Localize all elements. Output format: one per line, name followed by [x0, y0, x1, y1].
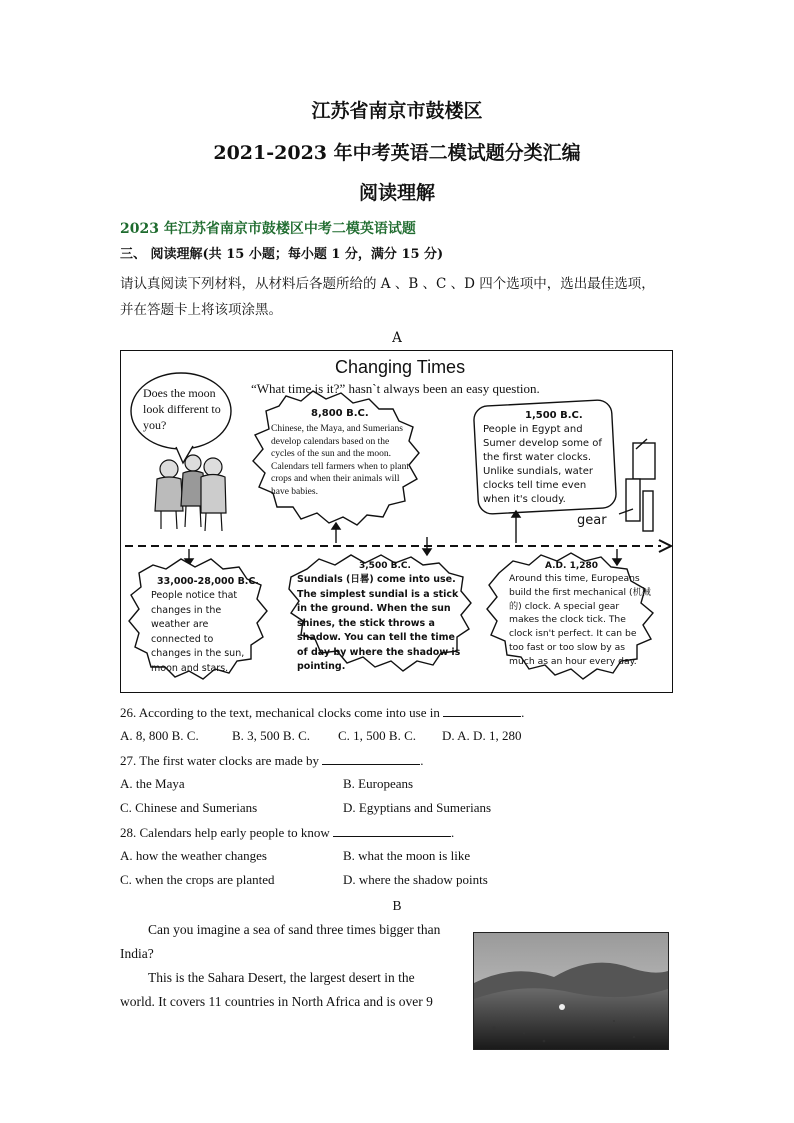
question-26-text: 26. According to the text, mechanical clocks come into use in — [120, 705, 440, 720]
question-27-option-b: B. Europeans — [343, 776, 414, 791]
passage-b-para2-line2: world. It covers 11 countries in North Africa and is over 9 — [120, 994, 433, 1009]
question-27-option-d: D. Egyptians and Sumerians — [343, 800, 492, 815]
question-26-option-b: B. 3, 500 B. C. — [232, 728, 311, 743]
question-28-text: 28. Calendars help early people to know — [120, 825, 330, 840]
bubble-1500-date: 1,500 B.C. — [525, 410, 583, 421]
desert-photo-icon — [474, 933, 668, 1049]
question-26-stem: 26. According to the text, mechanical clocks come into use in . — [120, 705, 525, 720]
changing-times-infographic — [120, 350, 673, 693]
question-27-option-a: A. the Maya — [120, 776, 185, 791]
bubble-1280-date: A.D. 1,280 — [545, 561, 599, 571]
bubble-8800-text: Chinese, the Maya, and Sumerians develop calendars based on the cycles of the sun and the moon. Calendars tell farmers when to plant crops and when their animals will have babies. — [271, 424, 409, 497]
instruction-line-2: 并在答题卡上将该项涂黑。 — [120, 302, 282, 318]
exam-title: 2023 年江苏省南京市鼓楼区中考二模英语试题 — [120, 221, 416, 237]
passage-a-label: A — [392, 330, 402, 346]
bubble-1500-text: People in Egypt and Sumer develop some of the first water clocks. Unlike sundials, water clocks tell time even when it's cloudy. — [483, 424, 602, 505]
answer-blank — [443, 704, 521, 717]
part-title: 三、 阅读理解(共 15 小题；每小题 1 分，满分 15 分) — [120, 247, 444, 262]
doc-title-region: 江苏省南京市鼓楼区 — [311, 100, 483, 122]
question-28-stem: 28. Calendars help early people to know . — [120, 825, 455, 840]
bubble-33000-date: 33,000-28,000 B.C. — [157, 576, 259, 587]
bubble-8800-date: 8,800 B.C. — [311, 408, 369, 419]
question-28-option-d: D. where the shadow points — [343, 872, 488, 887]
gear-label: gear — [577, 513, 607, 528]
desert-photo — [473, 932, 669, 1050]
passage-b-para1-line1: Can you imagine a sea of sand three times bigger than — [148, 922, 441, 937]
question-26-option-c: C. 1, 500 B. C. — [338, 728, 417, 743]
answer-blank — [322, 752, 420, 765]
passage-b-label: B — [392, 898, 402, 913]
bubble-3500-text: Sundials (日晷) come into use. The simplest sundial is a stick in the ground. When the sun shines, the stick throws a shadow. You can tell the time of day by where the shadow is pointing. — [297, 574, 461, 672]
speech-bubble-text: Does the moon look different to you? — [143, 386, 221, 432]
doc-title-topic: 阅读理解 — [358, 182, 435, 204]
question-28-option-c: C. when the crops are planted — [120, 872, 275, 887]
bubble-33000-text: People notice that changes in the weather are connected to changes in the sun, moon and stars. — [151, 590, 245, 674]
answer-blank — [333, 824, 451, 837]
question-27-stem: 27. The first water clocks are made by . — [120, 753, 424, 768]
question-26-option-a: A. 8, 800 B. C. — [120, 728, 199, 743]
water-clock-icon — [626, 439, 655, 531]
doc-title-series: 2021-2023 年中考英语二模试题分类汇编 — [213, 142, 581, 164]
passage-b-para1-line2: India? — [120, 946, 154, 961]
infographic-subtitle: “What time is it?” hasn`t always been an easy question. — [251, 381, 540, 396]
passage-b-para2-line1: This is the Sahara Desert, the largest desert in the — [148, 970, 415, 985]
question-28-option-a: A. how the weather changes — [120, 848, 267, 863]
question-27-text: 27. The first water clocks are made by — [120, 753, 320, 768]
infographic-title: Changing Times — [335, 357, 466, 377]
question-28-option-b: B. what the moon is like — [343, 848, 471, 863]
question-26-option-d: D. A. D. 1, 280 — [442, 728, 522, 743]
instruction-line-1: 请认真阅读下列材料，从材料后各题所给的 A 、B 、C 、D 四个选项中，选出最佳选项， — [120, 276, 655, 292]
bubble-3500-date: 3,500 B.C. — [359, 561, 411, 571]
bubble-1280-text: Around this time, Europeans build the first mechanical (机械的) clock. A special gear makes the clock tick. The clock isn't perfect. It can be too fast or too slow by as much as an hour every day. — [509, 573, 651, 667]
question-27-option-c: C. Chinese and Sumerians — [120, 800, 258, 815]
cavemen-icon — [155, 455, 226, 531]
